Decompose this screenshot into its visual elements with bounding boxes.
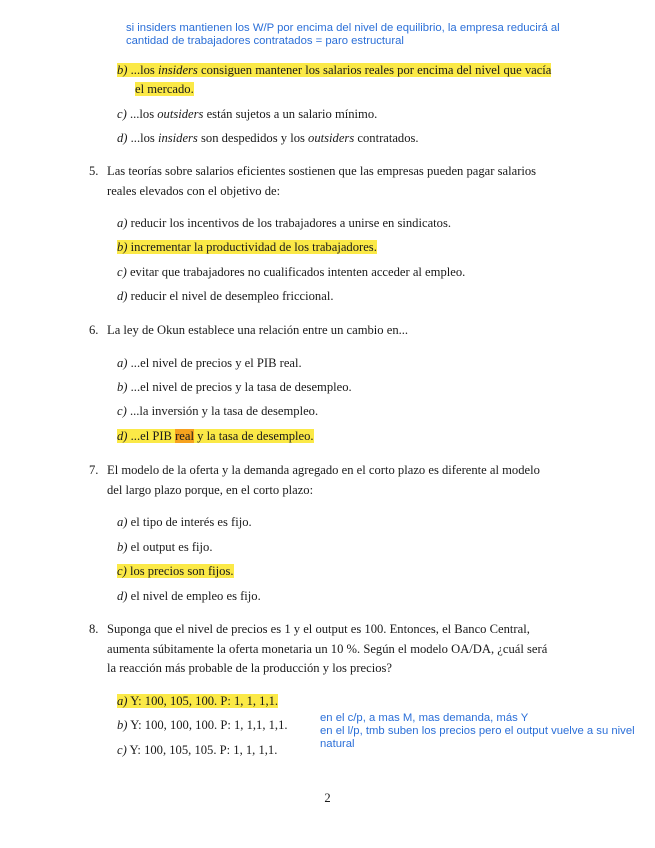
q8-option-c-label: c)	[117, 743, 127, 757]
q7-option-c	[117, 563, 234, 579]
q7-option-b	[117, 539, 213, 555]
q5-number: 5.	[89, 164, 99, 178]
q5-option-b	[117, 239, 377, 255]
q6-option-d-label: d)	[117, 429, 128, 443]
q4-option-d-text-1: ...los	[130, 131, 158, 145]
q5-option-a-text: reducir los incentivos de los trabajadores a unirse en sindicatos.	[130, 216, 452, 230]
q4-option-c-text-2: están sujetos a un salario mínimo.	[203, 107, 378, 121]
q7-option-a	[117, 514, 252, 530]
q4-option-c-label: c)	[117, 107, 127, 121]
annotation-note-q8-line1: en el c/p, a mas M, mas demanda, más Y	[320, 712, 529, 724]
q7-number: 7.	[89, 463, 99, 477]
q6-option-d	[117, 428, 314, 444]
q4-option-d-text-3: contratados.	[354, 131, 419, 145]
q6-option-d-text-1: ...el PIB	[130, 429, 176, 443]
q6-option-d-word-real: real	[175, 429, 194, 443]
q5-option-d-label: d)	[117, 289, 128, 303]
q8-option-b	[117, 717, 288, 733]
q7-option-a-text: el tipo de interés es fijo.	[130, 515, 252, 529]
q8-option-b-text: Y: 100, 100, 100. P: 1, 1,1, 1,1.	[130, 718, 288, 732]
annotation-note-q8-line3: natural	[320, 738, 355, 750]
q6-option-a-text: ...el nivel de precios y el PIB real.	[130, 356, 302, 370]
q5-option-c-label: c)	[117, 265, 127, 279]
q6-option-b-label: b)	[117, 380, 128, 394]
q8-option-c-text: Y: 100, 105, 105. P: 1, 1, 1,1.	[129, 743, 278, 757]
q7-option-c-text: los precios son fijos.	[129, 564, 234, 578]
q4-option-b	[117, 62, 551, 78]
page-number: 2	[324, 791, 331, 805]
q7-option-d-text: el nivel de empleo es fijo.	[130, 589, 261, 603]
q6-option-b-text: ...el nivel de precios y la tasa de desempleo.	[130, 380, 352, 394]
q4-option-b-italic-1: insiders	[157, 63, 198, 77]
q8-option-b-label: b)	[117, 718, 128, 732]
q8-text-line3: la reacción más probable de la producción y los precios?	[107, 661, 392, 675]
q6-number: 6.	[89, 323, 99, 337]
q7-option-d	[117, 588, 261, 604]
q5-option-d	[117, 288, 333, 304]
q8-option-a-highlight	[117, 694, 278, 708]
q4-option-c	[117, 106, 377, 122]
q6-option-a	[117, 355, 302, 371]
annotation-note-q8-line2: en el l/p, tmb suben los precios pero el output vuelve a su nivel	[320, 725, 635, 737]
annotation-note-top-line1: si insiders mantienen los W/P por encima del nivel de equilibrio, la empresa reducirá al	[126, 22, 560, 34]
q7-option-a-label: a)	[117, 515, 128, 529]
annotation-note-q8	[320, 712, 635, 751]
q4-option-d	[117, 130, 419, 146]
q4-option-d-label: d)	[117, 131, 128, 145]
q6-option-c	[117, 403, 318, 419]
q4-option-d-italic-1: insiders	[157, 131, 198, 145]
q4-option-d-text-2: son despedidos y los	[197, 131, 309, 145]
q5-option-b-text: incrementar la productividad de los trabajadores.	[130, 240, 377, 254]
q8-option-a	[117, 693, 278, 709]
q5-option-b-highlight	[117, 240, 377, 254]
q6-option-c-label: c)	[117, 404, 127, 418]
q7-option-d-label: d)	[117, 589, 128, 603]
q8-number: 8.	[89, 622, 99, 636]
annotation-note-top	[126, 22, 560, 48]
q7-option-b-text: el output es fijo.	[130, 540, 213, 554]
q6-text: La ley de Okun establece una relación entre un cambio en...	[107, 323, 409, 337]
q8-text-line1: Suponga que el nivel de precios es 1 y el output es 100. Entonces, el Banco Central,	[107, 622, 530, 636]
q5-option-c	[117, 264, 465, 280]
q4-option-c-text-1: ...los	[129, 107, 158, 121]
q5-text-line2: reales elevados con el objetivo de:	[107, 184, 281, 198]
q7-text-line1: El modelo de la oferta y la demanda agregado en el corto plazo es diferente al modelo	[107, 463, 540, 477]
q4-option-d-italic-2: outsiders	[308, 131, 355, 145]
q8-text-line2: aumenta súbitamente la oferta monetaria un 10 %. Según el modelo OA/DA, ¿cuál será	[107, 642, 548, 656]
q6-option-a-label: a)	[117, 356, 128, 370]
q7-option-c-highlight	[117, 564, 234, 578]
q7-option-b-label: b)	[117, 540, 128, 554]
q4-option-b-label: b)	[117, 63, 128, 77]
q8-option-a-label: a)	[117, 694, 128, 708]
q5-option-c-text: evitar que trabajadores no cualificados intenten acceder al empleo.	[129, 265, 466, 279]
q7-text-line2: del largo plazo porque, en el corto plazo:	[107, 483, 314, 497]
annotation-note-top-line2: cantidad de trabajadores contratados = paro estructural	[126, 35, 404, 47]
q4-option-b-line2-text: el mercado.	[135, 82, 194, 96]
q5-option-b-label: b)	[117, 240, 128, 254]
q7-option-c-label: c)	[117, 564, 127, 578]
q4-option-b-text-1: ...los	[130, 63, 158, 77]
q5-option-d-text: reducir el nivel de desempleo friccional.	[130, 289, 334, 303]
q6-option-b	[117, 379, 352, 395]
q5-option-a	[117, 215, 451, 231]
q4-option-c-italic-1: outsiders	[157, 107, 204, 121]
q6-option-d-highlight	[117, 429, 314, 443]
q8-option-a-text: Y: 100, 105, 100. P: 1, 1, 1,1.	[130, 694, 279, 708]
q6-option-c-text: ...la inversión y la tasa de desempleo.	[129, 404, 319, 418]
q6-option-d-text-2: y la tasa de desempleo.	[193, 429, 314, 443]
q4-option-b-text-2: consiguen mantener los salarios reales por encima del nivel que vacía	[197, 63, 552, 77]
q5-text-line1: Las teorías sobre salarios eficientes sostienen que las empresas pueden pagar salarios	[107, 164, 537, 178]
q5-option-a-label: a)	[117, 216, 128, 230]
q8-option-c	[117, 742, 277, 758]
q4-option-b-line2	[135, 81, 194, 97]
q4-option-b-highlight	[117, 63, 551, 77]
